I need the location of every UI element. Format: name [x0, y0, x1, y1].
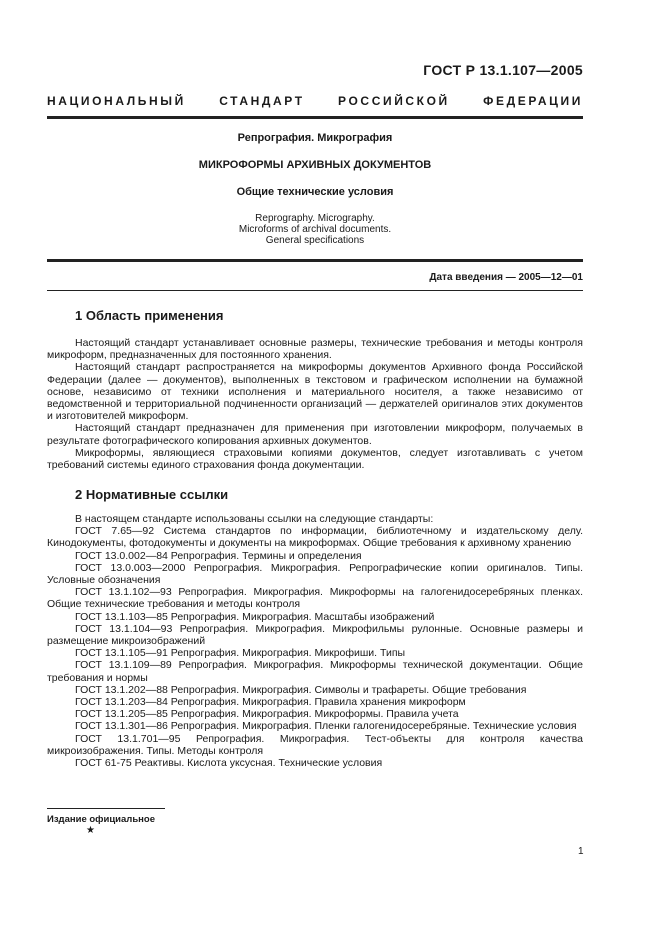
- paragraph: В настоящем стандарте использованы ссылки на следующие стандарты:: [75, 513, 434, 525]
- title-main: МИКРОФОРМЫ АРХИВНЫХ ДОКУМЕНТОВ: [198, 159, 432, 171]
- reference-item: ГОСТ 13.1.203—84 Репрография. Микрография. Правила хранения микроформ: [75, 696, 466, 709]
- paragraph: Настоящий стандарт распространяется на микроформы документов Архивного фонда Российской Федерации (далее — документов), выполненных в текстовом и графическом исполнении на бумажной основе, независимо от техники исполнения и материального носителя, а также независимо от ведомственной и территориальной подчиненности организаций — держателей оригиналов этих документов и изготовителей микроформ.: [47, 361, 583, 423]
- reference-item: ГОСТ 13.1.701—95 Репрография. Микрография. Тест-объекты для контроля качества микроизображения. Типы. Методы контроля: [47, 732, 583, 757]
- reference-item: ГОСТ 13.1.105—91 Репрография. Микрография. Микрофиши. Типы: [75, 647, 406, 660]
- page-number: 1: [578, 846, 584, 857]
- title-category: Репрография. Микрография: [237, 132, 393, 144]
- title-english-line: Microforms of archival documents.: [238, 224, 392, 235]
- title-divider: [47, 259, 583, 262]
- title-english-line: Reprography. Micrography.: [255, 213, 375, 224]
- intro-date: Дата введения — 2005—12—01: [429, 272, 583, 283]
- reference-item: ГОСТ 13.1.205—85 Репрография. Микрография. Микроформы. Правила учета: [75, 708, 459, 721]
- national-standard-banner: НАЦИОНАЛЬНЫЙ СТАНДАРТ РОССИЙСКОЙ ФЕДЕРАЦИИ: [47, 94, 583, 108]
- section-body-references: [47, 513, 583, 769]
- title-english: [47, 213, 583, 246]
- title-sub: Общие технические условия: [236, 186, 394, 198]
- reference-item: ГОСТ 13.1.103—85 Репрография. Микрография. Масштабы изображений: [75, 610, 435, 623]
- header-divider: [47, 116, 583, 119]
- star-icon: ★: [86, 825, 95, 836]
- section-body-scope: [47, 337, 583, 471]
- reference-item: ГОСТ 61-75 Реактивы. Кислота уксусная. Технические условия: [75, 757, 383, 770]
- title-english-line: General specifications: [265, 235, 365, 246]
- paragraph: Настоящий стандарт предназначен для применения при изготовлении микроформ, получаемых в результате фотографического копирования архивных документов.: [47, 422, 583, 447]
- reference-item: ГОСТ 13.1.109—89 Репрография. Микрография. Микроформы технической документации. Общие требования и нормы: [47, 659, 583, 684]
- reference-item: ГОСТ 13.1.301—86 Репрография. Микрография. Пленки галогенидосеребряные. Технические условия: [75, 720, 577, 733]
- reference-item: ГОСТ 13.1.104—93 Репрография. Микрография. Микрофильмы рулонные. Основные размеры и размещение микроизображений: [47, 622, 583, 648]
- reference-item: ГОСТ 13.0.003—2000 Репрография. Микрография. Репрографические копии оригиналов. Типы. Условные обозначения: [47, 561, 583, 587]
- reference-item: ГОСТ 7.65—92 Система стандартов по информации, библиотечному и издательскому делу. Кинодокументы, фотодокументы и документы на микроформах. Общие требования к архивному хранению: [47, 525, 583, 550]
- reference-item: ГОСТ 13.0.002—84 Репрография. Термины и определения: [75, 549, 362, 562]
- reference-item: ГОСТ 13.1.102—93 Репрография. Микрография. Микроформы на галогенидосеребряных пленках. Общие технические требования и методы контроля: [47, 586, 583, 611]
- paragraph: Настоящий стандарт устанавливает основные размеры, технические требования и методы контроля микроформ, предназначенных для постоянного хранения.: [47, 337, 583, 362]
- gost-code: ГОСТ Р 13.1.107—2005: [423, 62, 583, 78]
- paragraph: Микроформы, являющиеся страховыми копиями документов, следует изготавливать с учетом требований системы единого страхования фонда документации.: [47, 446, 583, 472]
- footer-divider: [47, 808, 165, 809]
- edition-label: Издание официальное: [47, 814, 155, 825]
- section-heading-references: 2 Нормативные ссылки: [75, 487, 229, 502]
- date-divider: [47, 290, 583, 291]
- reference-item: ГОСТ 13.1.202—88 Репрография. Микрография. Символы и трафареты. Общие требования: [75, 683, 527, 696]
- section-heading-scope: 1 Область применения: [75, 308, 224, 323]
